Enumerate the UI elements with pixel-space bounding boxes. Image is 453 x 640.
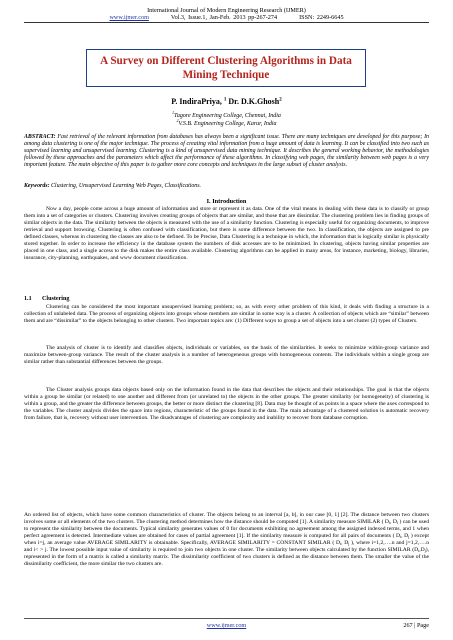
subsection-title: Clustering xyxy=(42,296,70,302)
affiliation-2 xyxy=(0,118,453,127)
journal-info-line xyxy=(0,14,453,21)
section-heading-introduction: I. Introduction xyxy=(206,198,247,205)
abstract-text: Fast retrieval of the relevant information from databases has always been a significant issue. There are many techniques are developed for this purpose; In among data clustering is one of the major technique. The process of creating vital information from a huge amount of data is learning. It can be classified into two such as supervised learning and unsupervised learning. Clustering is a kind of unsupervised data mining technique. It describes the general working behavior, the methodologies followed by these approaches and the parameters which affect the performance of these algorithms. In classifying web pages, the similarity between web pages is a very important feature. The main objective of this paper is to gather more core concepts and techniques in the large subset of cluster analysis. xyxy=(24,134,429,168)
journal-site-link[interactable]: www.ijmer.com xyxy=(109,14,149,21)
journal-header: International Journal of Modern Engineering Research (IJMER) xyxy=(147,7,306,14)
footer-rule xyxy=(24,618,429,619)
keywords-text: Clustering, Unsupervised Learning Web Pages, Classifications. xyxy=(49,183,201,189)
affiliation-1-mark: 1 xyxy=(172,110,175,115)
subsection-heading-clustering xyxy=(24,296,69,302)
abstract xyxy=(24,134,429,169)
footer-site-link[interactable]: www.ijmer.com xyxy=(206,622,247,629)
clustering-paragraph-4: An ordered list of objects, which have some common characteristics of cluster. The objects belong to an interval [a, b], in our case [0, 1] [2]. The distance between two clusters involves some or all elements of the two clusters. The clustering method determines how the distance should be computed [1]. A similarity measure SIMILAR ( $D_i$, $D_i$ ) can be used to represent the similarity between the documents. Typical similarity generates values of 0 for documents exhibiting no agreement among the assigned indexed terms, and 1 when perfect agreement is detected. Intermediate values are obtained for cases of partial agreement [1]. If the similarity measure is computed for all pairs of documents ( $D_i$, $D_j$ ) except when i=j, an average value AVERAGE SIMILARITY is obtainable. Specifically, AVERAGE SIMILARITY = CONSTANT SIMILAR ( $D_i$, $D_j$ ), where i=1,2,….n and j=1,2,….n and i< > j. The lowest possible input value of similarity is required to join two objects in one cluster. The similarity between objects calculated by the function SIMILAR $(D_i,D_j)$, represented in the form of a matrix is called a similarity matrix. The dissimilarity coefficient of two clusters is defined as the distance between them. The smaller the value of the dissimilarity coefficient, the more similar the two clusters are. xyxy=(24,512,429,567)
keywords-label: Keywords: xyxy=(24,183,50,189)
author-1-mark: 1 xyxy=(223,97,227,103)
clustering-paragraph-3: The Cluster analysis groups data objects based only on the information found in the data that describes the objects and their relationships. The goal is that the objects within a group be similar (or related) to one another and different from (or unrelated to) the objects in the other groups. The greater similarity (or homogeneity) of clustering is within a group, and the greater the difference between groups, the better or more distinct the clustering [8]. Data may be thought of as points in a space where the axes correspond to the variables. The cluster analysis divides the space into regions, characteristic of the groups found in the data. The main advantage of a clustered solution is automatic recovery from failure, that is, recovery without user intervention. The disadvantages of clustering are complexity and inability to recover from database corruption. xyxy=(24,387,429,421)
author-1: P. IndiraPriya, xyxy=(171,97,222,106)
author-2: Dr. D.K.Ghosh xyxy=(226,97,280,106)
keywords xyxy=(24,183,429,190)
authors xyxy=(0,97,453,106)
abstract-label: ABSTRACT: xyxy=(24,134,56,140)
issn: ISSN: 2249-6645 xyxy=(299,14,344,21)
intro-paragraph: Now a day, people come across a huge amount of information and store or represent it as data. One of the vital means in dealing with these data is to classify or group them into a set of categories or clusters. Clustering involves creating groups of objects that are similar, and those that are dissimilar. The clustering problem lies in finding groups of similar objects in the data. The similarity between the objects is measured with the use of a similarity function. Clustering is especially useful for organizing documents, to improve retrieval and support browsing. Clustering is often confused with classification, but there is some difference between the two. In classification, the objects are assigned to pre defined classes, whereas in clustering the classes are also to be defined. To be Precise, Data Clustering is a technique in which, the information that is logically similar is physically stored together. In order to increase the efficiency in the database system the numbers of disk accesses are to be minimized. In clustering, objects having similar properties are placed in one class, and a single access to the disk makes the entire class available. Clustering algorithms can be applied in many areas, for instance, marketing, biology, libraries, insurance, city-planning, earthquakes, and www document classification. xyxy=(24,206,429,261)
subsection-number: 1.1 xyxy=(24,296,32,302)
paper-title-line-1: A Survey on Different Clustering Algorithms in Data xyxy=(100,55,352,67)
clustering-paragraph-1: Clustering can be considered the most important unsupervised learning problem; so, as with every other problem of this kind, it deals with finding a structure in a collection of unlabeled data. The process of organizing objects into groups whose members are similar in some way is a cluster. A collection of objects which are “similar” between them and are “dissimilar” to the objects belonging to other clusters. Two important topics are: (1) Different ways to group a set of objects into a set cluster (2) types of Clusters. xyxy=(24,304,429,324)
clustering-paragraph-2: The analysis of cluster is to identify and classifies objects, individuals or variables, on the basis of the similarities. It seeks to minimize within-group variance and maximize between-group variance. The result of the cluster analysis is a number of heterogeneous groups with homogeneous contents. The individuals within a single group are similar rather than substantial differences between the groups. xyxy=(24,345,429,365)
paper-title-line-2: Mining Technique xyxy=(182,69,270,81)
affiliation-1-text: Tagore Engineering College, Chennai, India xyxy=(174,113,281,119)
paper-title-box xyxy=(86,49,366,87)
header-rule xyxy=(24,22,429,23)
page-number: 267 | Page xyxy=(403,622,429,629)
volume-info: Vol.3, Issue.1, Jan-Feb. 2013 pp-267-274 xyxy=(170,14,278,21)
author-2-mark: 2 xyxy=(279,97,282,103)
affiliation-2-text: V.S.B. Engineering College, Karur, India xyxy=(178,121,277,127)
affiliation-2-mark: 2 xyxy=(176,118,179,123)
